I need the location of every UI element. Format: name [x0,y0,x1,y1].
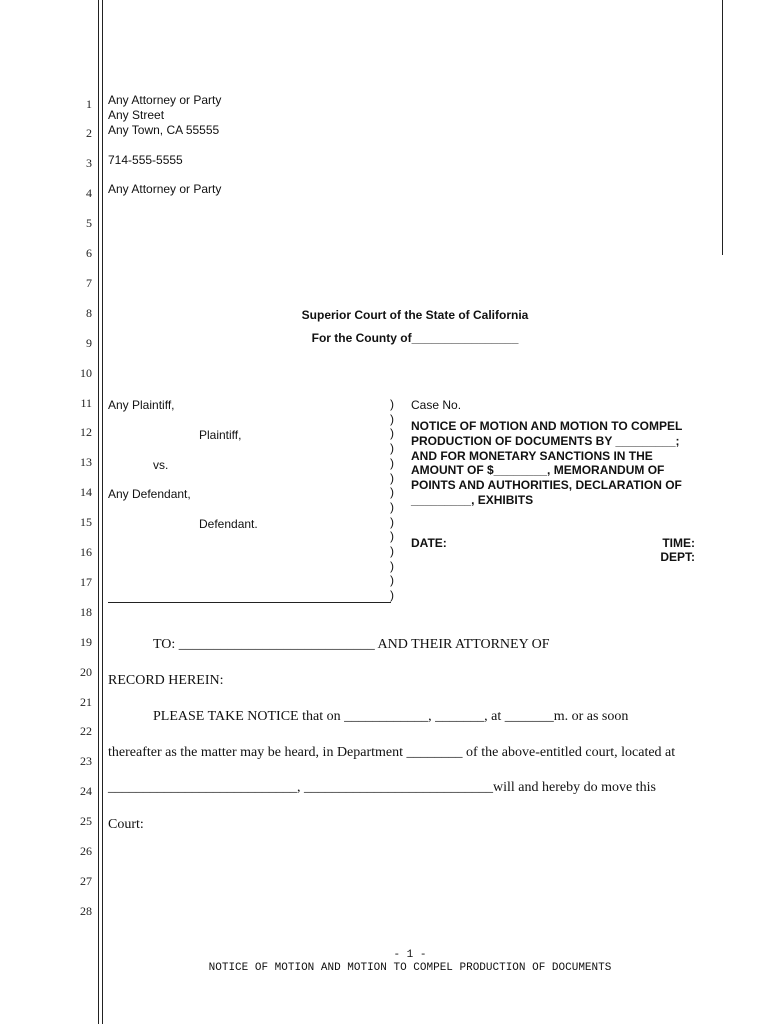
line-number: 18 [80,604,92,619]
line-number: 10 [80,365,92,380]
line-number: 16 [80,545,92,559]
line-number: 5 [86,216,92,231]
notice-line: PLEASE TAKE NOTICE that on ____________, _______, at _______m. or as soon [153,709,629,724]
line-number: 27 [80,873,92,888]
footer-title: NOTICE OF MOTION AND MOTION TO COMPEL PRODUCTION OF DOCUMENTS [208,962,612,974]
line-number: 15 [80,515,92,530]
line-number: 11 [80,395,92,410]
line-number: 1 [86,96,92,111]
versus-label: vs. [153,458,169,472]
line-number: 24 [80,784,92,799]
line-number: 19 [80,634,92,649]
record-herein-line: RECORD HEREIN: [108,673,224,688]
line-number: 22 [80,724,92,739]
dept-label: DEPT: [660,550,695,564]
county-line: For the County of________________ [311,331,519,345]
line-number: 12 [80,425,92,440]
line-number: 17 [80,574,92,589]
time-label: TIME: [662,536,695,550]
line-number: 9 [86,335,92,350]
line-number: 20 [80,664,92,679]
document-title: NOTICE OF MOTION AND MOTION TO COMPEL PRODUCTION OF DOCUMENTS BY _________; AND FOR MONETARY SANCTIONS IN THE AMOUNT OF $________, MEMORANDUM OF POINTS AND AUTHORITIES, DECLARATION OF _________, EXHIBITS [411,419,683,507]
attorney-city-state-zip: Any Town, CA 55555 [108,123,220,137]
thereafter-line: thereafter as the matter may be heard, in Department ________ of the above-entitled court, located at [108,745,676,760]
attorney-street: Any Street [108,108,165,122]
line-number: 23 [80,754,92,769]
page-number: - 1 - [393,949,427,961]
line-number: 7 [86,275,92,290]
court-name: Superior Court of the State of California [301,308,529,322]
left-margin-rule-inner [102,0,103,1024]
line-number: 4 [86,186,92,201]
right-margin-rule [722,0,723,255]
case-number-label: Case No. [411,398,462,412]
attorney-name: Any Attorney or Party [108,93,222,107]
plaintiff-name: Any Plaintiff, [108,398,175,412]
left-margin-rule-outer [98,0,99,1024]
location-line: ___________________________, ___________________________will and hereby do move this [108,780,656,795]
line-number: 13 [80,455,92,470]
attorney-for: Any Attorney or Party [108,182,222,196]
plaintiff-role: Plaintiff, [199,428,242,442]
caption-bottom-rule [108,602,391,603]
attorney-phone: 714-555-5555 [108,153,183,167]
defendant-role: Defendant. [199,517,258,531]
line-number: 6 [86,246,92,260]
line-number: 2 [86,126,92,141]
line-number: 21 [80,694,92,709]
line-number: 8 [86,305,92,320]
line-number: 3 [86,156,92,171]
line-number: 14 [80,485,92,500]
line-number: 26 [80,844,92,858]
defendant-name: Any Defendant, [108,487,191,501]
line-number: 25 [80,814,92,829]
to-line: TO: ____________________________ AND THEIR ATTORNEY OF [153,637,550,652]
court-line: Court: [108,817,144,832]
caption-parenthesis-column: ) ) ) ) ) ) ) ) ) ) ) ) ) ) [390,397,394,603]
date-label: DATE: [411,536,447,550]
line-number: 28 [80,903,92,918]
